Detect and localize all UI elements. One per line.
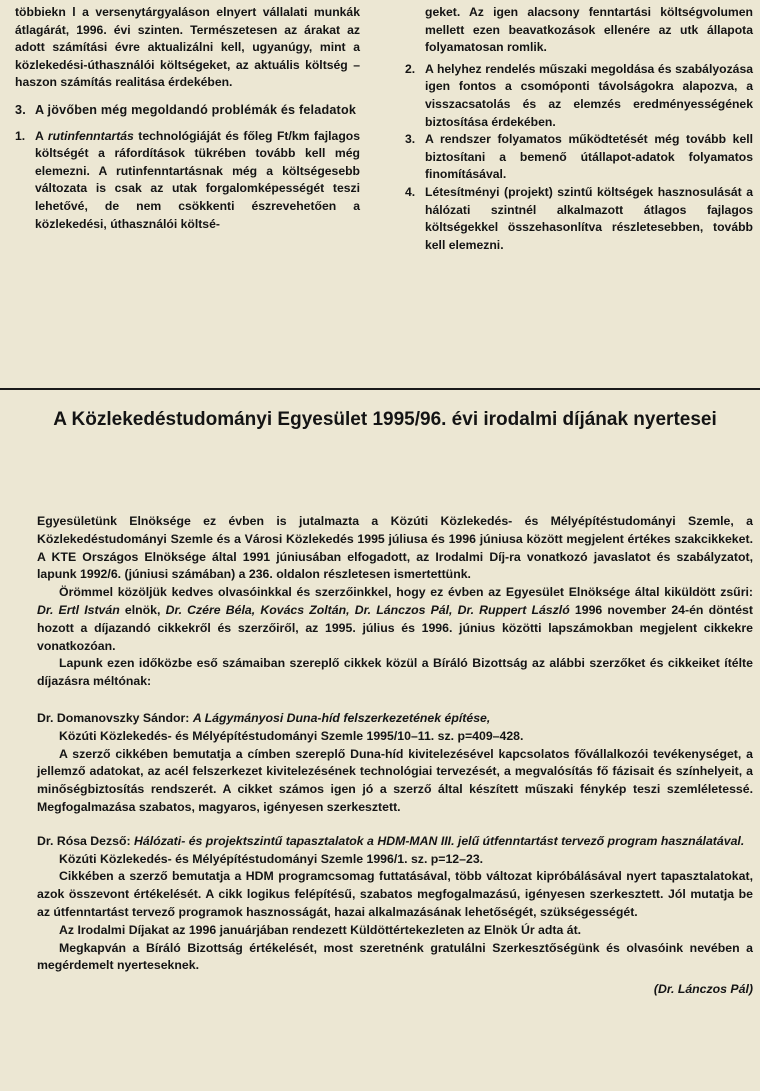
list-item: [405, 61, 753, 131]
two-column-section: [0, 4, 760, 304]
list-item-number: 1.: [15, 128, 26, 143]
paragraph-award-ceremony: Az Irodalmi Díjakat az 1996 januárjában rendezett Küldöttértekezleten az Elnök Úr adta át.: [59, 922, 582, 937]
list-item: [15, 128, 360, 234]
article-title: A Közlekedéstudományi Egyesület 1995/96. évi irodalmi díjának nyertesei: [53, 409, 717, 430]
list-item-text: [35, 128, 360, 234]
winner-1-author: Dr. Domanovszky Sándor:: [37, 710, 190, 725]
left-intro-paragraph: többiekn l a versenytárgyaláson elnyert vállalati munkák átlagárát, 1996. évi szinten. Természetesen az árakat az adott számítási évre aktualizálni kell, ugyanúgy, mint a közlekedési-úthasználói költségeket, az aktuális költség – haszon számítás realitása érdekében.: [15, 5, 360, 90]
winner-2-title: Hálózati- és projektszintű tapasztalatok a HDM-MAN III. jelű útfenntartást tervező program használatával.: [134, 833, 745, 848]
author-signature: [37, 981, 753, 999]
winner-2-source: Közúti Közlekedés- és Mélyépítéstudományi Szemle 1996/1. sz. p=12–23.: [59, 851, 484, 866]
text-run: 1996 november 24-én döntést hozott a díjazandó cikkekről és szerzőiről, az 1995. július és 1996. június közötti lapszámokban megjelent cikkekre vonatkozóan.: [37, 602, 753, 653]
jury-chair-name: Dr. Ertl István: [37, 602, 120, 617]
signature-text: (Dr. Lánczos Pál): [653, 982, 753, 997]
winner-2-author: Dr. Rósa Dezső:: [37, 833, 131, 848]
section-heading: [15, 102, 360, 120]
list-item-number: 4.: [405, 184, 416, 199]
winner-1-source: Közúti Közlekedés- és Mélyépítéstudományi Szemle 1995/10–11. sz. p=409–428.: [59, 728, 524, 743]
paragraph-congratulations: Megkapván a Bíráló Bizottság értékelését, most szeretnénk gratulálni Szerkesztőségünk és olvasóink nevében a megérdemelt nyerteseknek.: [37, 940, 753, 973]
list-item-continuation: geket. Az igen alacsony fenntartási költségvolumen mellett ezen beavatkozások ellenére az utk állapota folyamatosan romlik.: [425, 5, 753, 55]
list-item-text: A helyhez rendelés műszaki megoldása és szabályozása igen fontos a csomóponti távolságokra alapozva, a visszacsatolás és az elemzés eredményességének biztosítása érdekében.: [425, 61, 753, 129]
text-run: technológiáját és főleg Ft/km fajlagos költségét a ráfordítások tükrében tovább kell még elemezni. A rutinfenntartásnak még a költségesebb változata is csak az utak forgalomképességét teszi lehetővé, de nem csökkenti észrevehetően a közlekedési, úthasználói költsé-: [35, 128, 360, 231]
emphasis-term: rutinfenntartás: [47, 128, 134, 143]
right-list: [405, 61, 753, 255]
left-column: [15, 4, 360, 233]
list-item-text: Létesítményi (projekt) szintű költségek hasznosulását a hálózati szintnél alkalmazott átlagos fajlagos költségekkel összehasonlítva részletesebben, tovább kell elemezni.: [425, 184, 753, 252]
winner-1-heading: [37, 710, 753, 728]
winner-1-title: A Lágymányosi Duna-híd felszerkezetének építése,: [192, 710, 491, 725]
section-number: 3.: [15, 102, 26, 117]
paragraph-jury: [37, 584, 753, 655]
list-item: [405, 131, 753, 184]
section-title: A jövőben még megoldandó problémák és feladatok: [35, 102, 357, 117]
list-item: [405, 184, 753, 254]
paragraph-intro: Egyesületünk Elnöksége ez évben is jutalmazta a Közúti Közlekedés- és Mélyépítéstudományi Szemle, a Közlekedéstudományi Szemle és a Városi Közlekedés 1995 júliusa és 1996 júniusa között megjelent értékes szakcikkeket. A KTE Országos Elnöksége által 1991 júniusában elfogadott, az Irodalmi Díj-ra vonatkozó javaslatot és szabályzatot, lapunk 1992/6. (júniusi számában) a 236. oldalon részletesen ismertettünk.: [37, 514, 753, 582]
right-column: [405, 4, 753, 254]
paragraph-selection: Lapunk ezen időközbe eső számaiban szereplő cikkek közül a Bíráló Bizottság az alábbi szerzőket és cikkeiket ítélte díjazásra méltónak:: [37, 656, 753, 689]
section-divider: [0, 388, 760, 390]
jury-member-names: Dr. Czére Béla, Kovács Zoltán, Dr. Lánczos Pál, Dr. Ruppert László: [165, 602, 570, 617]
text-run: elnök,: [119, 602, 166, 617]
winner-1-description: A szerző cikkében bemutatja a címben szereplő Duna-híd kivitelezésével kapcsolatos fővállalkozói tevékenységet, a jellemző adatokat, az acél felszerkezet kivitelezésének technológiai tervezését, a megvalósítás fő fázisait és színhelyeit, a minőségbiztosítás rendszerét. A cikket számos igen jó a szerző által készített műszaki fénykép teszi szemléletessé. Megfogalmazása szabatos, magyaros, igényesen szerkesztett.: [37, 746, 753, 814]
left-list: [15, 128, 360, 234]
text-run: A: [35, 128, 48, 143]
text-run: Örömmel közöljük kedves olvasóinkkal és szerzőinkkel, hogy ez évben az Egyesület Elnöksége által kiküldött zsűri:: [59, 585, 753, 600]
list-item-number: 2.: [405, 61, 416, 76]
list-item-number: 3.: [405, 132, 416, 147]
list-item-text: A rendszer folyamatos működtetését még tovább kell biztosítani a bemenő útállapot-adatok folyamatos finomításával.: [425, 132, 753, 182]
winner-2-description: Cikkében a szerző bemutatja a HDM programcsomag futtatásával, több változat kipróbálásával nyert tapasztalatokat, azok összevont értékelését. A cikk logikus felépítésű, szabatos megfogalmazású, igényesen szerkesztett. Jól mutatja be az útfenntartást tervező programok hasznosságát, hazai alkalmazásának lehetőségét, szükségességét.: [37, 869, 753, 919]
article-body: [37, 513, 753, 999]
winner-2-heading: [37, 833, 753, 851]
